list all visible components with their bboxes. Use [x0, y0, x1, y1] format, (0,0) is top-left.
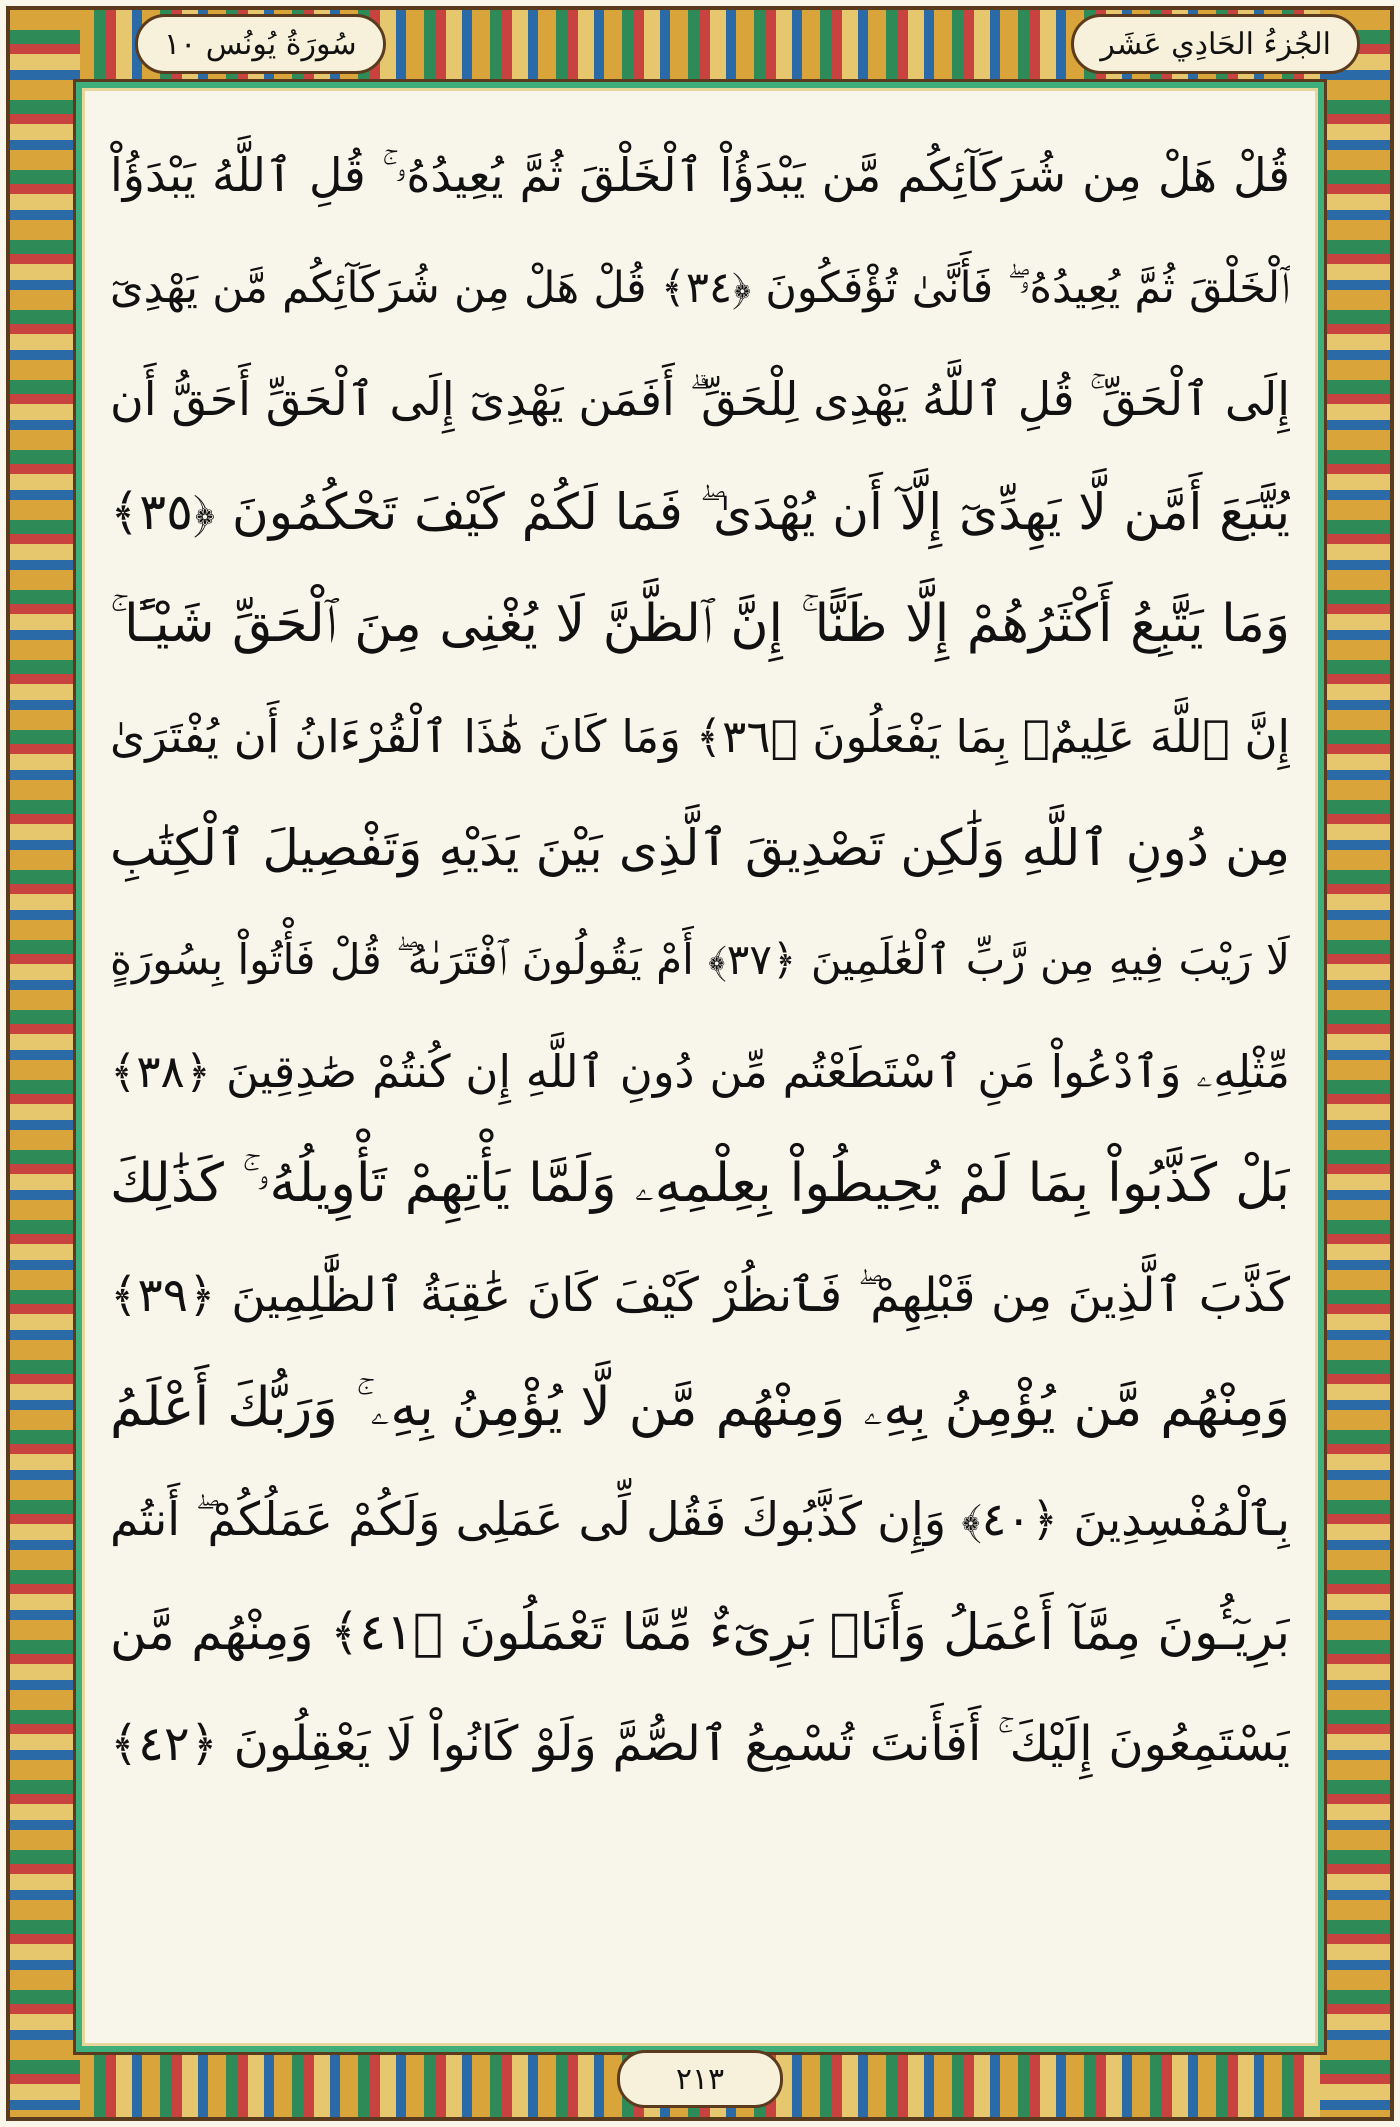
line-8: لَا رَيْبَ فِيهِ مِن رَّبِّ ٱلْعَٰلَمِينَ ﴿٣٧﴾ أَمْ يَقُولُونَ ٱفْتَرَىٰهُ ۖ قُلْ فَأْتُواْ بِسُورَةٍ — [110, 935, 1290, 984]
text-line — [110, 232, 1290, 344]
text-line — [110, 568, 1290, 680]
line-14: بَرِيٓـُٔونَ مِمَّآ أَعْمَلُ وَأَنَا۠ بَرِىٓءٌ مِّمَّا تَعْمَلُونَ ﴿٤١﴾ وَمِنْهُم مَّن — [110, 1603, 1290, 1661]
line-9: مِّثْلِهِۦ وَٱدْعُواْ مَنِ ٱسْتَطَعْتُم مِّن دُونِ ٱللَّهِ إِن كُنتُمْ صَٰدِقِينَ ﴿٣٨﴾ — [110, 1045, 1290, 1098]
line-12: وَمِنْهُم مَّن يُؤْمِنُ بِهِۦ وَمِنْهُم مَّن لَّا يُؤْمِنُ بِهِۦ ۚ وَرَبُّكَ أَعْلَمُ — [110, 1377, 1290, 1438]
text-line — [110, 1576, 1290, 1688]
text-line — [110, 1016, 1290, 1128]
border-pattern-left — [10, 10, 80, 2117]
text-line — [110, 1128, 1290, 1240]
line-4: يُتَّبَعَ أَمَّن لَّا يَهِدِّىٓ إِلَّآ أَن يُهْدَىٰ ۖ فَمَا لَكُمْ كَيْفَ تَحْكُمُونَ ﴿٣٥﴾ — [110, 482, 1290, 541]
text-line — [110, 1688, 1290, 1800]
text-line — [110, 120, 1290, 232]
text-line — [110, 904, 1290, 1016]
line-6: إِنَّ ٱللَّهَ عَلِيمٌۢ بِمَا يَفْعَلُونَ ﴿٣٦﴾ وَمَا كَانَ هَٰذَا ٱلْقُرْءَانُ أَن يُفْتَرَىٰ — [110, 709, 1290, 763]
text-line — [110, 1240, 1290, 1352]
text-line — [110, 344, 1290, 456]
text-line — [110, 1464, 1290, 1576]
line-15: يَسْتَمِعُونَ إِلَيْكَ ۚ أَفَأَنتَ تُسْمِعُ ٱلصُّمَّ وَلَوْ كَانُواْ لَا يَعْقِلُونَ ﴿٤٢﴾ — [110, 1715, 1290, 1772]
text-line — [110, 456, 1290, 568]
line-5: وَمَا يَتَّبِعُ أَكْثَرُهُمْ إِلَّا ظَنًّا ۚ إِنَّ ٱلظَّنَّ لَا يُغْنِى مِنَ ٱلْحَقِّ شَيْـًٔا ۚ — [110, 593, 1290, 654]
line-11: كَذَّبَ ٱلَّذِينَ مِن قَبْلِهِمْ ۖ فَٱنظُرْ كَيْفَ كَانَ عَٰقِبَةُ ٱلظَّٰلِمِينَ ﴿٣٩﴾ — [110, 1268, 1290, 1323]
line-7: مِن دُونِ ٱللَّهِ وَلَٰكِن تَصْدِيقَ ٱلَّذِى بَيْنَ يَدَيْهِ وَتَفْصِيلَ ٱلْكِتَٰبِ — [110, 819, 1290, 877]
border-pattern-right — [1320, 10, 1390, 2117]
line-2: ٱلْخَلْقَ ثُمَّ يُعِيدُهُۥ ۖ فَأَنَّىٰ تُؤْفَكُونَ ﴿٣٤﴾ قُلْ هَلْ مِن شُرَكَآئِكُم مَّن يَهْدِىٓ — [110, 263, 1290, 313]
quran-text — [110, 120, 1290, 1800]
text-line — [110, 792, 1290, 904]
line-1: قُلْ هَلْ مِن شُرَكَآئِكُم مَّن يَبْدَؤُاْ ٱلْخَلْقَ ثُمَّ يُعِيدُهُۥ ۚ قُلِ ٱللَّهُ يَبْدَؤُاْ — [110, 148, 1290, 202]
text-line — [110, 1352, 1290, 1464]
page-number: ٢١٣ — [617, 2050, 783, 2108]
juz-label: الجُزءُ الحَادِي عَشَر — [1071, 14, 1360, 74]
line-10: بَلْ كَذَّبُواْ بِمَا لَمْ يُحِيطُواْ بِعِلْمِهِۦ وَلَمَّا يَأْتِهِمْ تَأْوِيلُهُۥ ۚ كَذَٰلِكَ — [110, 1153, 1290, 1214]
line-3: إِلَى ٱلْحَقِّ ۚ قُلِ ٱللَّهُ يَهْدِى لِلْحَقِّ ۗ أَفَمَن يَهْدِىٓ إِلَى ٱلْحَقِّ أَحَقُّ أَن — [110, 372, 1290, 426]
text-line — [110, 680, 1290, 792]
surah-label: سُورَةُ يُونُس ١٠ — [135, 14, 386, 74]
line-13: بِٱلْمُفْسِدِينَ ﴿٤٠﴾ وَإِن كَذَّبُوكَ فَقُل لِّى عَمَلِى وَلَكُمْ عَمَلُكُمْ ۖ أَنتُم — [110, 1492, 1290, 1546]
